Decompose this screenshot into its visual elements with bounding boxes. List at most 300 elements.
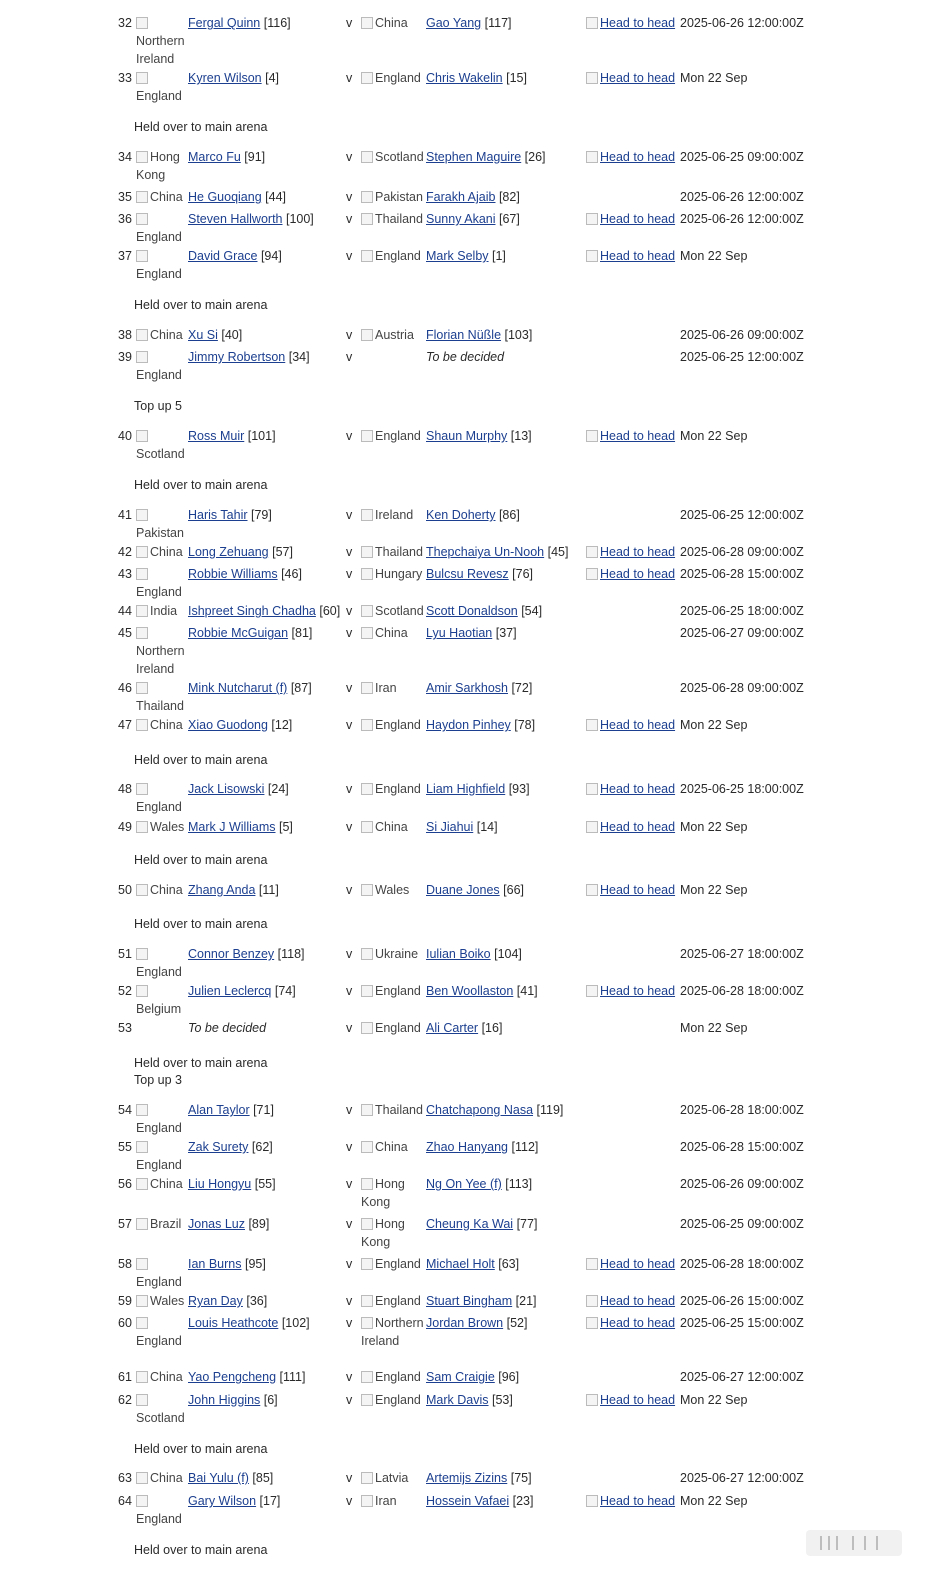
- match-datetime: 2025-06-25 12:00:00Z: [680, 350, 804, 364]
- head-to-head-cell: [586, 818, 675, 836]
- player-link[interactable]: Sam Craigie: [426, 1370, 495, 1384]
- seed-rank: [57]: [268, 545, 293, 559]
- seed-rank: [72]: [507, 681, 533, 695]
- player-link[interactable]: Haydon Pinhey: [426, 718, 511, 732]
- match-number: 39: [118, 350, 132, 364]
- match-datetime: 2025-06-25 18:00:00Z: [680, 782, 804, 796]
- match-number: 32: [118, 16, 132, 30]
- player1-flag: [136, 780, 188, 816]
- versus-label: v: [346, 545, 353, 559]
- player-link[interactable]: David Grace: [188, 249, 258, 263]
- player-link[interactable]: Zak Surety: [188, 1140, 249, 1154]
- match-number: 45: [118, 626, 132, 640]
- player1-cell: [188, 1492, 358, 1510]
- player-link[interactable]: Mark Selby: [426, 249, 489, 263]
- player1-cell: [188, 624, 358, 642]
- seed-rank: [60]: [315, 604, 341, 618]
- player2-cell: [426, 1255, 586, 1273]
- to-be-decided-text: To be decided: [426, 350, 505, 364]
- head-to-head-cell: [586, 881, 675, 899]
- player-link[interactable]: He Guoqiang: [188, 190, 262, 204]
- player1-cell: [188, 427, 358, 445]
- flag-alt-text: Scotland: [136, 447, 185, 461]
- versus-label: v: [346, 1140, 353, 1154]
- seed-rank: [11]: [255, 883, 279, 897]
- broken-image-icon: [136, 191, 148, 203]
- player1-cell: [188, 326, 358, 344]
- match-datetime: Mon 22 Sep: [680, 820, 748, 834]
- versus-label: v: [346, 567, 353, 581]
- broken-image-icon: [361, 1258, 373, 1270]
- player1-cell: [188, 1292, 358, 1310]
- head-to-head-cell: [586, 247, 675, 265]
- head-to-head-link[interactable]: Head to head: [600, 718, 676, 732]
- seed-rank: [111]: [276, 1370, 306, 1384]
- broken-image-icon: [136, 568, 148, 580]
- player-link[interactable]: Ishpreet Singh Chadha: [188, 604, 316, 618]
- seed-rank: [67]: [495, 212, 520, 226]
- player1-flag: [136, 881, 188, 899]
- versus-label: v: [346, 984, 353, 998]
- player1-cell: [188, 602, 358, 620]
- player-link[interactable]: Gary Wilson: [188, 1494, 257, 1508]
- match-datetime: 2025-06-26 15:00:00Z: [680, 1294, 804, 1308]
- head-to-head-link[interactable]: Head to head: [600, 1393, 676, 1407]
- player-link[interactable]: Hossein Vafaei: [426, 1494, 510, 1508]
- player1-flag: [136, 348, 188, 384]
- player2-cell: [426, 1368, 586, 1386]
- player2-cell: [426, 1138, 586, 1156]
- broken-image-icon: [136, 329, 148, 341]
- player1-cell: [188, 716, 358, 734]
- broken-image-icon: [586, 1317, 598, 1329]
- player1-cell: [188, 679, 358, 697]
- player1-cell: [188, 543, 358, 561]
- broken-image-icon: [361, 627, 373, 639]
- player-link[interactable]: Fergal Quinn: [188, 16, 261, 30]
- broken-image-icon: [361, 250, 373, 262]
- broken-image-icon: [136, 1218, 148, 1230]
- player-link[interactable]: Mark Davis: [426, 1393, 489, 1407]
- player-link[interactable]: Zhao Hanyang: [426, 1140, 509, 1154]
- player2-flag: [361, 543, 425, 561]
- versus-label: v: [346, 1177, 353, 1191]
- player1-flag: [136, 982, 188, 1018]
- head-to-head-link[interactable]: Head to head: [600, 883, 676, 897]
- broken-image-icon: [136, 1104, 148, 1116]
- player-link[interactable]: Ryan Day: [188, 1294, 243, 1308]
- flag-alt-text: Kong: [361, 1195, 391, 1209]
- player2-cell: [426, 1314, 586, 1332]
- versus-label: v: [346, 718, 353, 732]
- match-datetime: 2025-06-25 12:00:00Z: [680, 508, 804, 522]
- player-link[interactable]: John Higgins: [188, 1393, 261, 1407]
- head-to-head-link[interactable]: Head to head: [600, 1294, 676, 1308]
- player-link[interactable]: Scott Donaldson: [426, 604, 518, 618]
- player-link[interactable]: Duane Jones: [426, 883, 500, 897]
- flag-alt-text: England: [375, 782, 421, 796]
- flag-alt-text: Ireland: [375, 508, 414, 522]
- player-link[interactable]: Alan Taylor: [188, 1103, 250, 1117]
- player-link[interactable]: Kyren Wilson: [188, 71, 262, 85]
- head-to-head-link[interactable]: Head to head: [600, 820, 676, 834]
- player-link[interactable]: Farakh Ajaib: [426, 190, 496, 204]
- player2-flag: [361, 1255, 425, 1273]
- player1-flag: [136, 326, 188, 344]
- match-datetime: 2025-06-28 15:00:00Z: [680, 567, 804, 581]
- flag-alt-text: England: [375, 1021, 421, 1035]
- player-link[interactable]: Shaun Murphy: [426, 429, 508, 443]
- flag-alt-text: China: [150, 718, 183, 732]
- seed-rank: [16]: [478, 1021, 503, 1035]
- player-link[interactable]: Bulcsu Revesz: [426, 567, 509, 581]
- player2-cell: [426, 1492, 586, 1510]
- seed-rank: [66]: [499, 883, 524, 897]
- flag-alt-text: Hong: [375, 1177, 405, 1191]
- player-link[interactable]: Robbie McGuigan: [188, 626, 289, 640]
- head-to-head-cell: [586, 1255, 675, 1273]
- flag-alt-text: England: [375, 1294, 421, 1308]
- broken-image-icon: [136, 1317, 148, 1329]
- flag-alt-text: China: [375, 820, 408, 834]
- player-link[interactable]: Mink Nutcharut (f): [188, 681, 288, 695]
- player2-flag: [361, 1492, 425, 1510]
- versus-label: v: [346, 1494, 353, 1508]
- player2-flag: [361, 1469, 425, 1487]
- versus-label: v: [346, 1294, 353, 1308]
- match-number: 53: [118, 1021, 132, 1035]
- seed-rank: [45]: [544, 545, 569, 559]
- match-datetime: 2025-06-28 09:00:00Z: [680, 545, 804, 559]
- flag-alt-text: England: [375, 984, 421, 998]
- head-to-head-link[interactable]: Head to head: [600, 1257, 676, 1271]
- match-number: 38: [118, 328, 132, 342]
- head-to-head-cell: [586, 148, 675, 166]
- head-to-head-link[interactable]: Head to head: [600, 567, 676, 581]
- flag-alt-text: England: [136, 1334, 182, 1348]
- broken-image-icon: [361, 1495, 373, 1507]
- match-datetime: 2025-06-25 15:00:00Z: [680, 1316, 804, 1330]
- player1-cell: [188, 780, 358, 798]
- player1-cell: [188, 881, 358, 899]
- broken-image-icon: [361, 568, 373, 580]
- player1-flag: [136, 148, 188, 184]
- head-to-head-cell: [586, 543, 675, 561]
- player2-cell: [426, 1101, 586, 1119]
- player2-cell: [426, 427, 586, 445]
- player2-cell: [426, 188, 586, 206]
- player-link[interactable]: Connor Benzey: [188, 947, 275, 961]
- broken-image-icon: [586, 783, 598, 795]
- broken-image-icon: [361, 213, 373, 225]
- flag-alt-text: Scotland: [136, 1411, 185, 1425]
- player1-cell: [188, 1255, 358, 1273]
- broken-image-icon: [361, 509, 373, 521]
- player2-cell: [426, 247, 586, 265]
- broken-image-icon: [586, 213, 598, 225]
- player2-flag: [361, 1215, 425, 1251]
- broken-image-icon: [136, 351, 148, 363]
- head-to-head-link[interactable]: Head to head: [600, 1494, 676, 1508]
- flag-alt-text: China: [375, 1140, 408, 1154]
- versus-label: v: [346, 508, 353, 522]
- seed-rank: [46]: [277, 567, 302, 581]
- player-link[interactable]: Jordan Brown: [426, 1316, 504, 1330]
- player-link[interactable]: Chatchapong Nasa: [426, 1103, 534, 1117]
- head-to-head-link[interactable]: Head to head: [600, 212, 676, 226]
- player-link[interactable]: Robbie Williams: [188, 567, 278, 581]
- broken-image-icon: [586, 72, 598, 84]
- player2-cell: [426, 326, 586, 344]
- seed-rank: [13]: [507, 429, 532, 443]
- broken-image-icon: [586, 1495, 598, 1507]
- player-link[interactable]: Lyu Haotian: [426, 626, 493, 640]
- flag-alt-text: China: [375, 626, 408, 640]
- match-number: 34: [118, 150, 132, 164]
- head-to-head-link[interactable]: Head to head: [600, 249, 676, 263]
- broken-image-icon: [136, 1495, 148, 1507]
- player1-flag: [136, 602, 188, 620]
- flag-alt-text: Thailand: [375, 212, 423, 226]
- player-link[interactable]: Jonas Luz: [188, 1217, 245, 1231]
- player-link[interactable]: Iulian Boiko: [426, 947, 491, 961]
- match-datetime: Mon 22 Sep: [680, 429, 748, 443]
- player-link[interactable]: Mark J Williams: [188, 820, 276, 834]
- broken-image-icon: [361, 719, 373, 731]
- flag-alt-text: Belgium: [136, 1002, 182, 1016]
- player-link[interactable]: Bai Yulu (f): [188, 1471, 249, 1485]
- flag-alt-text: China: [150, 545, 183, 559]
- player-link[interactable]: Amir Sarkhosh: [426, 681, 508, 695]
- broken-image-icon: [586, 546, 598, 558]
- player1-cell: [188, 14, 358, 32]
- player2-flag: [361, 1019, 425, 1037]
- versus-label: v: [346, 16, 353, 30]
- player-link[interactable]: Stuart Bingham: [426, 1294, 513, 1308]
- seed-rank: [17]: [256, 1494, 281, 1508]
- player-link[interactable]: Zhang Anda: [188, 883, 256, 897]
- seed-rank: [74]: [271, 984, 296, 998]
- player2-cell: [426, 945, 586, 963]
- player-link[interactable]: Xu Si: [188, 328, 218, 342]
- seed-rank: [24]: [264, 782, 289, 796]
- match-datetime: 2025-06-26 09:00:00Z: [680, 1177, 804, 1191]
- match-number: 60: [118, 1316, 132, 1330]
- player-link[interactable]: Cheung Ka Wai: [426, 1217, 514, 1231]
- match-note: Held over to main arena: [134, 478, 268, 492]
- flag-alt-text: England: [136, 1512, 182, 1526]
- head-to-head-link[interactable]: Head to head: [600, 1316, 676, 1330]
- seed-rank: [78]: [510, 718, 536, 732]
- player1-flag: [136, 188, 188, 206]
- player2-flag: [361, 881, 425, 899]
- versus-label: v: [346, 212, 353, 226]
- player-link[interactable]: Louis Heathcote: [188, 1316, 279, 1330]
- player1-flag: [136, 1255, 188, 1291]
- head-to-head-link[interactable]: Head to head: [600, 150, 676, 164]
- match-note: Held over to main arena: [134, 753, 268, 767]
- player2-flag: [361, 210, 425, 228]
- broken-image-icon: [361, 1218, 373, 1230]
- player1-flag: [136, 679, 188, 715]
- head-to-head-link[interactable]: Head to head: [600, 782, 676, 796]
- match-number: 56: [118, 1177, 132, 1191]
- head-to-head-link[interactable]: Head to head: [600, 984, 676, 998]
- scroll-indicator[interactable]: [806, 1530, 902, 1556]
- seed-rank: [87]: [287, 681, 312, 695]
- seed-rank: [89]: [244, 1217, 270, 1231]
- match-datetime: 2025-06-25 09:00:00Z: [680, 150, 804, 164]
- player-link[interactable]: Steven Hallworth: [188, 212, 283, 226]
- player2-cell: [426, 69, 586, 87]
- broken-image-icon: [586, 884, 598, 896]
- seed-rank: [41]: [513, 984, 538, 998]
- flag-alt-text: China: [150, 883, 183, 897]
- player2-cell: [426, 348, 586, 366]
- seed-rank: [85]: [248, 1471, 274, 1485]
- broken-image-icon: [361, 546, 373, 558]
- seed-rank: [23]: [509, 1494, 534, 1508]
- flag-alt-text: Iran: [375, 1494, 397, 1508]
- head-to-head-link[interactable]: Head to head: [600, 545, 676, 559]
- flag-alt-text: England: [136, 1158, 182, 1172]
- player2-flag: [361, 1292, 425, 1310]
- match-note: Top up 5: [134, 399, 182, 413]
- player1-flag: [136, 1215, 188, 1233]
- player2-flag: [361, 716, 425, 734]
- player-link[interactable]: Florian Nüßle: [426, 328, 502, 342]
- broken-image-icon: [361, 884, 373, 896]
- flag-alt-text: Latvia: [375, 1471, 409, 1485]
- match-number: 35: [118, 190, 132, 204]
- flag-alt-text: China: [150, 328, 183, 342]
- head-to-head-cell: [586, 1492, 675, 1510]
- player1-cell: [188, 1019, 358, 1037]
- player-link[interactable]: Ken Doherty: [426, 508, 496, 522]
- player-link[interactable]: Liam Highfield: [426, 782, 506, 796]
- match-datetime: 2025-06-26 12:00:00Z: [680, 212, 804, 226]
- versus-label: v: [346, 820, 353, 834]
- player-link[interactable]: Chris Wakelin: [426, 71, 503, 85]
- player-link[interactable]: Haris Tahir: [188, 508, 248, 522]
- player-link[interactable]: Jack Lisowski: [188, 782, 265, 796]
- player1-flag: [136, 1175, 188, 1193]
- player-link[interactable]: Michael Holt: [426, 1257, 495, 1271]
- flag-alt-text: Hungary: [375, 567, 423, 581]
- broken-image-icon: [361, 72, 373, 84]
- player-link[interactable]: Ng On Yee (f): [426, 1177, 502, 1191]
- player2-flag: [361, 818, 425, 836]
- player2-cell: [426, 210, 586, 228]
- player-link[interactable]: Stephen Maguire: [426, 150, 522, 164]
- player-link[interactable]: Si Jiahui: [426, 820, 474, 834]
- seed-rank: [62]: [248, 1140, 273, 1154]
- seed-rank: [15]: [502, 71, 527, 85]
- player1-flag: [136, 506, 188, 542]
- versus-label: v: [346, 71, 353, 85]
- flag-alt-text: Kong: [136, 168, 166, 182]
- match-number: 51: [118, 947, 132, 961]
- seed-rank: [6]: [260, 1393, 278, 1407]
- player1-cell: [188, 210, 358, 228]
- match-note: Top up 3: [134, 1073, 182, 1087]
- player-link[interactable]: Thepchaiya Un-Nooh: [426, 545, 545, 559]
- player-link[interactable]: Long Zehuang: [188, 545, 269, 559]
- player1-cell: [188, 1469, 358, 1487]
- match-datetime: 2025-06-26 09:00:00Z: [680, 328, 804, 342]
- player2-cell: [426, 1215, 586, 1233]
- versus-label: v: [346, 429, 353, 443]
- versus-label: v: [346, 1370, 353, 1384]
- player-link[interactable]: Julien Leclercq: [188, 984, 272, 998]
- player-link[interactable]: Yao Pengcheng: [188, 1370, 277, 1384]
- match-note: Held over to main arena: [134, 917, 268, 931]
- player1-flag: [136, 818, 188, 836]
- flag-alt-text: Wales: [150, 1294, 185, 1308]
- flag-alt-text: Ukraine: [375, 947, 419, 961]
- versus-label: v: [346, 1471, 353, 1485]
- player1-flag: [136, 1391, 188, 1427]
- player-link[interactable]: Ben Woollaston: [426, 984, 514, 998]
- match-note: Held over to main arena: [134, 1442, 268, 1456]
- head-to-head-link[interactable]: Head to head: [600, 71, 676, 85]
- flag-alt-text: Thailand: [375, 545, 423, 559]
- head-to-head-cell: [586, 1292, 675, 1310]
- flag-alt-text: Hong: [150, 150, 180, 164]
- player-link[interactable]: Ali Carter: [426, 1021, 479, 1035]
- flag-alt-text: England: [375, 71, 421, 85]
- match-number: 58: [118, 1257, 132, 1271]
- player-link[interactable]: Sunny Akani: [426, 212, 496, 226]
- match-number: 54: [118, 1103, 132, 1117]
- player-link[interactable]: Gao Yang: [426, 16, 482, 30]
- player-link[interactable]: Liu Hongyu: [188, 1177, 252, 1191]
- player-link[interactable]: Artemijs Zizins: [426, 1471, 508, 1485]
- versus-label: v: [346, 626, 353, 640]
- player-link[interactable]: Xiao Guodong: [188, 718, 268, 732]
- flag-alt-text: India: [150, 604, 178, 618]
- player2-flag: [361, 982, 425, 1000]
- player2-cell: [426, 679, 586, 697]
- player2-cell: [426, 506, 586, 524]
- seed-rank: [55]: [251, 1177, 276, 1191]
- match-number: 49: [118, 820, 132, 834]
- player2-flag: [361, 624, 425, 642]
- broken-image-icon: [361, 1317, 373, 1329]
- head-to-head-link[interactable]: Head to head: [600, 429, 676, 443]
- head-to-head-link[interactable]: Head to head: [600, 16, 676, 30]
- broken-image-icon: [136, 719, 148, 731]
- broken-image-icon: [361, 1141, 373, 1153]
- broken-image-icon: [136, 1472, 148, 1484]
- seed-rank: [21]: [512, 1294, 537, 1308]
- versus-label: v: [346, 883, 353, 897]
- broken-image-icon: [136, 151, 148, 163]
- player-link[interactable]: Marco Fu: [188, 150, 241, 164]
- seed-rank: [79]: [247, 508, 272, 522]
- match-note: Held over to main arena: [134, 120, 268, 134]
- player-link[interactable]: Jimmy Robertson: [188, 350, 286, 364]
- player-link[interactable]: Ian Burns: [188, 1257, 242, 1271]
- player1-flag: [136, 624, 188, 678]
- seed-rank: [113]: [501, 1177, 533, 1191]
- versus-label: v: [346, 1103, 353, 1117]
- player-link[interactable]: Ross Muir: [188, 429, 245, 443]
- match-datetime: Mon 22 Sep: [680, 1494, 748, 1508]
- seed-rank: [104]: [490, 947, 522, 961]
- match-number: 46: [118, 681, 132, 695]
- match-datetime: Mon 22 Sep: [680, 1021, 748, 1035]
